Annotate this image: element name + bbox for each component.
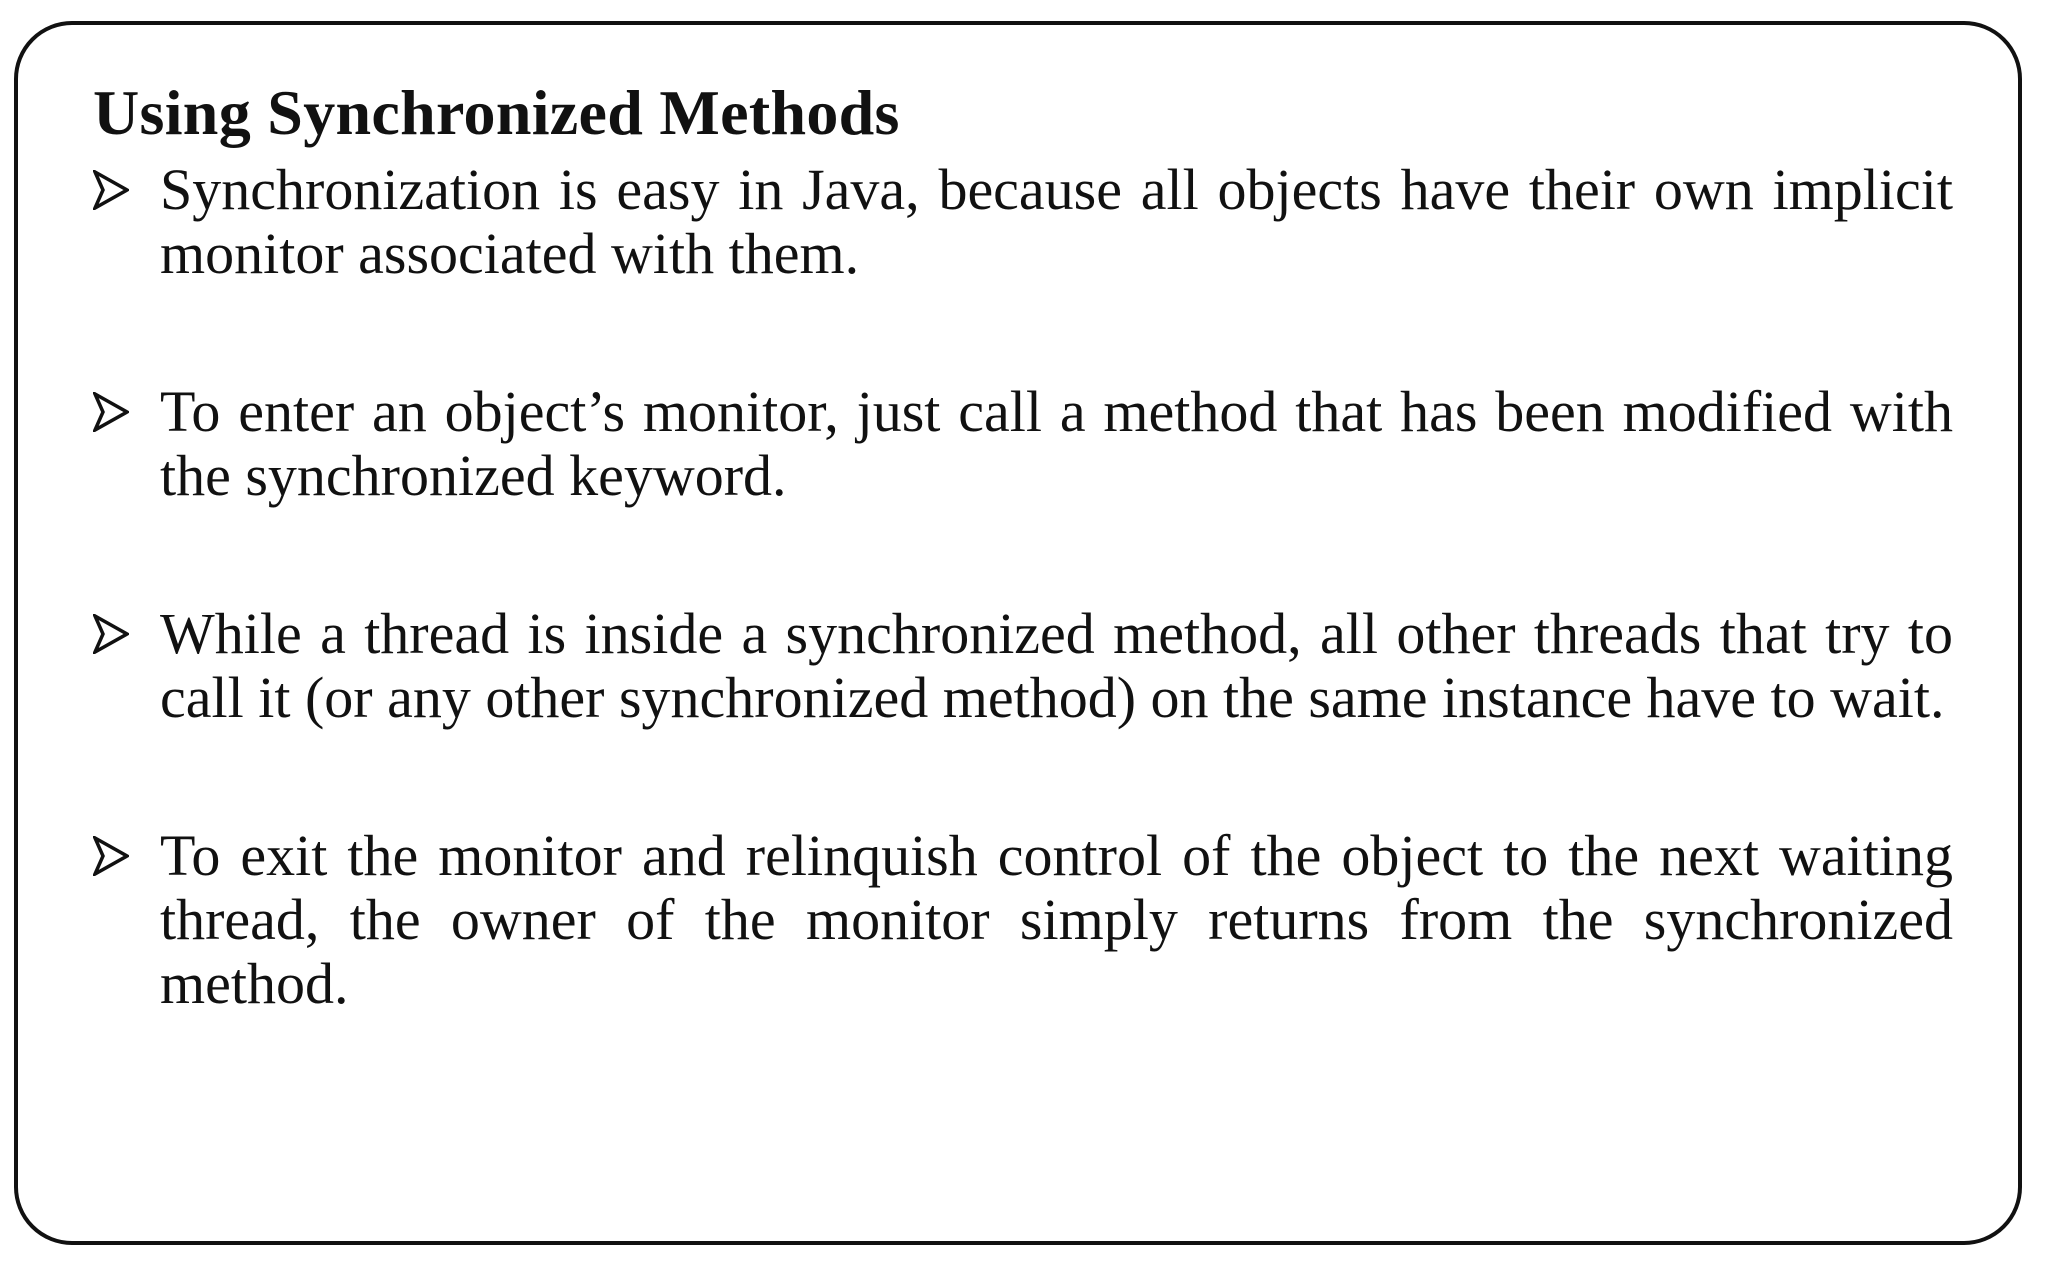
arrowhead-bullet-icon (93, 614, 129, 654)
bullet-list (93, 158, 1953, 1016)
bullet-text: To exit the monitor and relinquish control of the object to the next waiting thread, the owner of the monitor simply returns from the synchronized method. (160, 823, 1953, 1016)
bullet-item (93, 824, 1953, 1016)
bullet-item (93, 602, 1953, 730)
bullet-text: Synchronization is easy in Java, because all objects have their own implicit monitor associated with them. (160, 157, 1953, 286)
bullet-text: While a thread is inside a synchronized method, all other threads that try to call it (or any other synchronized method) on the same instance have to wait. (160, 601, 1953, 730)
bullet-text: To enter an object’s monitor, just call a method that has been modified with the synchronized keyword. (160, 379, 1953, 508)
bullet-item (93, 158, 1953, 286)
arrowhead-bullet-icon (93, 170, 129, 210)
slide-title: Using Synchronized Methods (93, 77, 900, 148)
arrowhead-bullet-icon (93, 392, 129, 432)
arrowhead-bullet-icon (93, 836, 129, 876)
bullet-item (93, 380, 1953, 508)
